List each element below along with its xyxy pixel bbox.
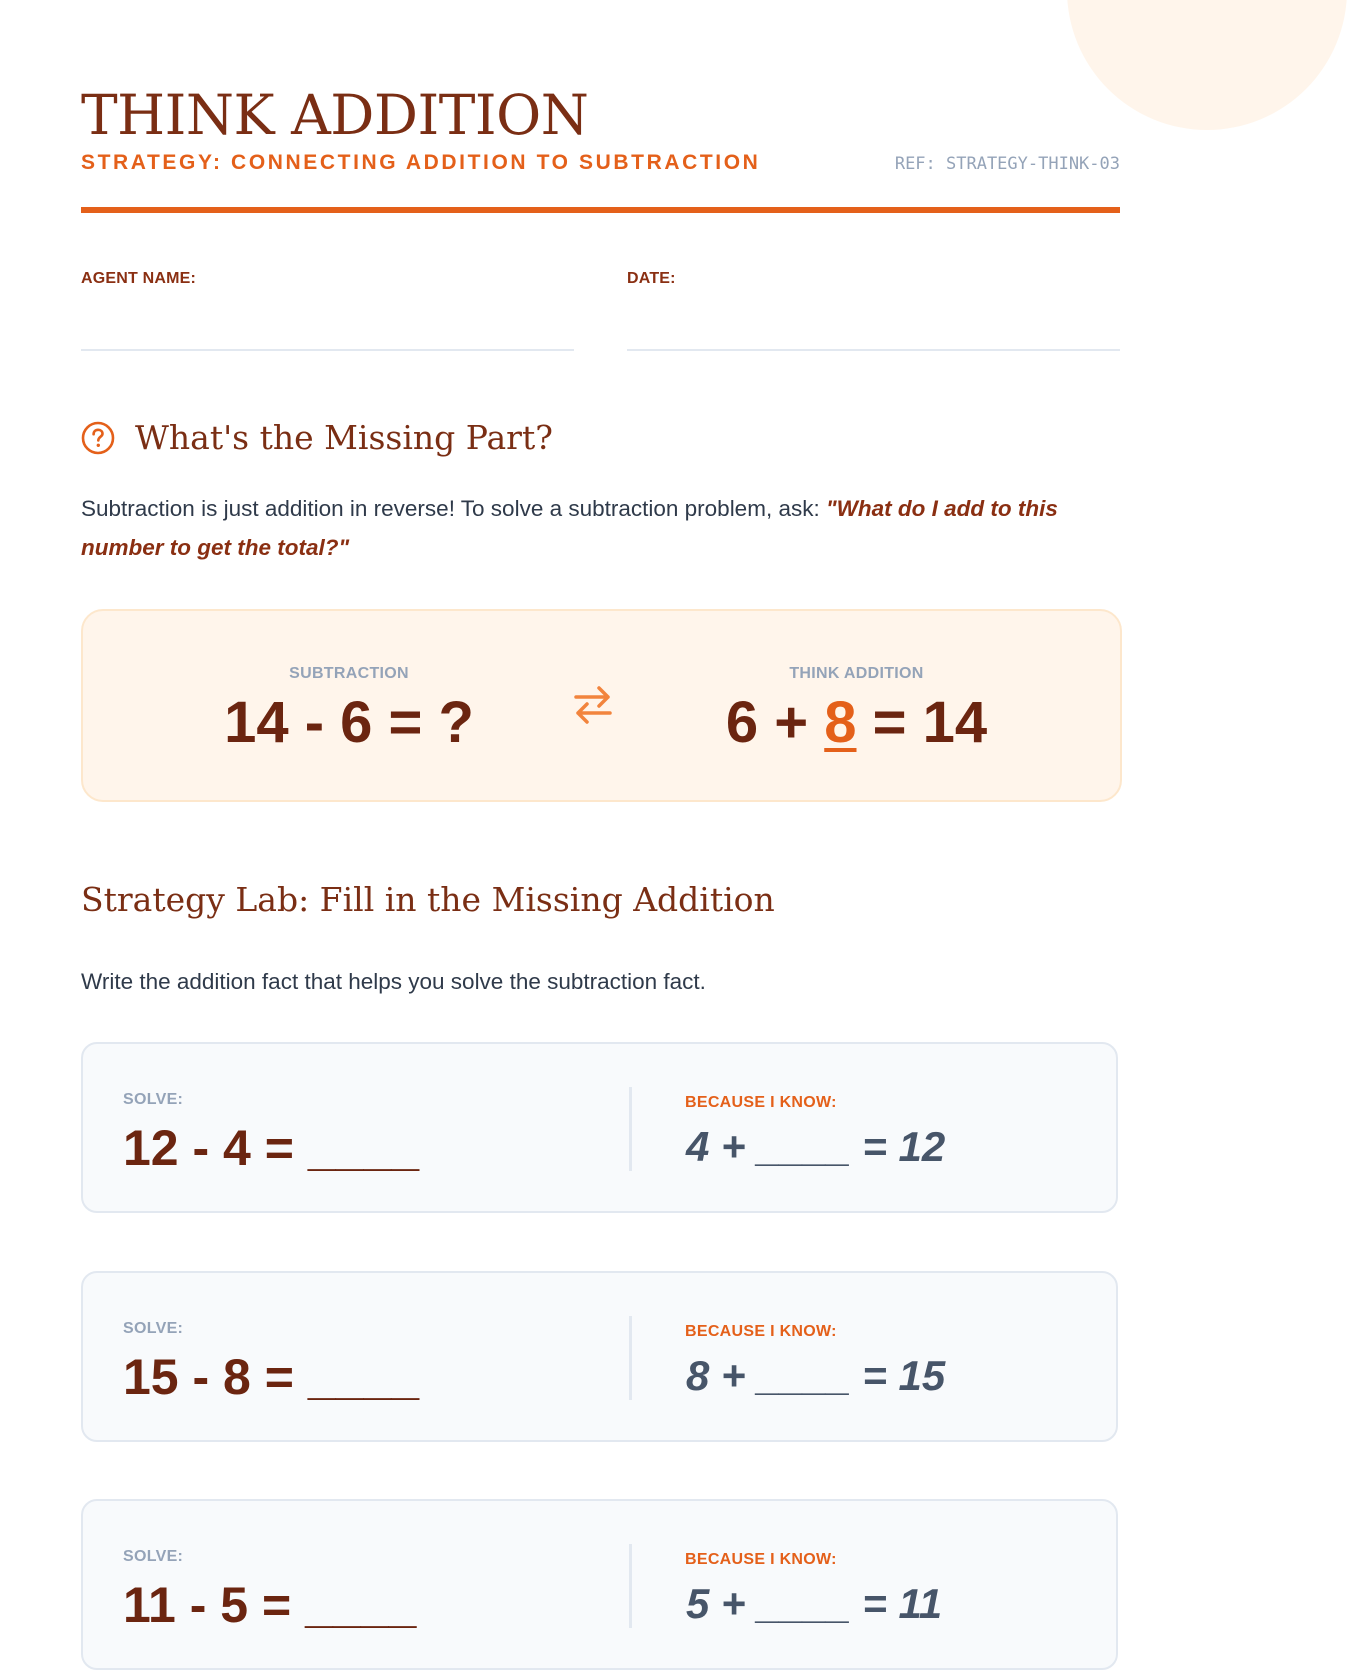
subtraction-equation: 14 - 6 = ?	[224, 690, 474, 755]
addition-fact[interactable]: 4 + ____ = 12	[686, 1123, 946, 1170]
question-circle-icon	[81, 421, 115, 455]
card-divider	[629, 1316, 632, 1400]
intro-text: Subtraction is just addition in reverse! To solve a subtraction problem, ask:	[81, 496, 826, 521]
because-i-know-label: BECAUSE I KNOW:	[685, 1551, 837, 1568]
page-title: THINK ADDITION	[81, 83, 589, 147]
section-title: What's the Missing Part?	[135, 418, 553, 457]
reference-code: REF: STRATEGY-THINK-03	[894, 154, 1120, 174]
addition-equation-end: = 14	[856, 690, 988, 755]
missing-addend-answer: 8	[824, 690, 857, 755]
addition-equation-start: 6 +	[725, 690, 825, 755]
problem-card	[81, 1499, 1118, 1670]
solve-label: SOLVE:	[123, 1091, 184, 1108]
solve-equation[interactable]: 11 - 5 = ____	[123, 1577, 417, 1633]
solve-equation[interactable]: 12 - 4 = ____	[123, 1120, 420, 1176]
problem-card	[81, 1271, 1118, 1442]
addition-fact[interactable]: 5 + ____ = 11	[686, 1580, 943, 1627]
card-divider	[629, 1087, 632, 1171]
intro-emphasis: "What do I add to this number to get the total?"	[81, 496, 1058, 560]
decorative-circle	[1067, 0, 1347, 130]
problem-card	[81, 1042, 1118, 1213]
agent-name-label: AGENT NAME:	[81, 270, 197, 287]
page-subtitle: STRATEGY: CONNECTING ADDITION TO SUBTRACTION	[81, 151, 761, 174]
example-box	[81, 609, 1122, 802]
missing-part-heading	[81, 418, 553, 457]
solve-label: SOLVE:	[123, 1320, 184, 1337]
date-label: DATE:	[627, 270, 676, 287]
card-divider	[629, 1544, 632, 1628]
strategy-lab-instructions: Write the addition fact that helps you solve the subtraction fact.	[81, 969, 706, 994]
because-i-know-label: BECAUSE I KNOW:	[685, 1094, 837, 1111]
because-i-know-label: BECAUSE I KNOW:	[685, 1323, 837, 1340]
intro-paragraph	[81, 489, 1121, 567]
agent-name-field[interactable]	[81, 349, 574, 351]
addition-equation	[595, 689, 1118, 756]
addition-example	[595, 665, 1118, 756]
date-field[interactable]	[627, 349, 1120, 351]
solve-label: SOLVE:	[123, 1548, 184, 1565]
strategy-lab-title: Strategy Lab: Fill in the Missing Addition	[81, 880, 775, 919]
solve-equation[interactable]: 15 - 8 = ____	[123, 1349, 420, 1405]
subtraction-example	[83, 665, 615, 756]
header-divider	[81, 207, 1120, 213]
addition-fact[interactable]: 8 + ____ = 15	[686, 1352, 946, 1399]
subtraction-label: SUBTRACTION	[289, 665, 409, 682]
think-addition-label: THINK ADDITION	[789, 665, 924, 682]
